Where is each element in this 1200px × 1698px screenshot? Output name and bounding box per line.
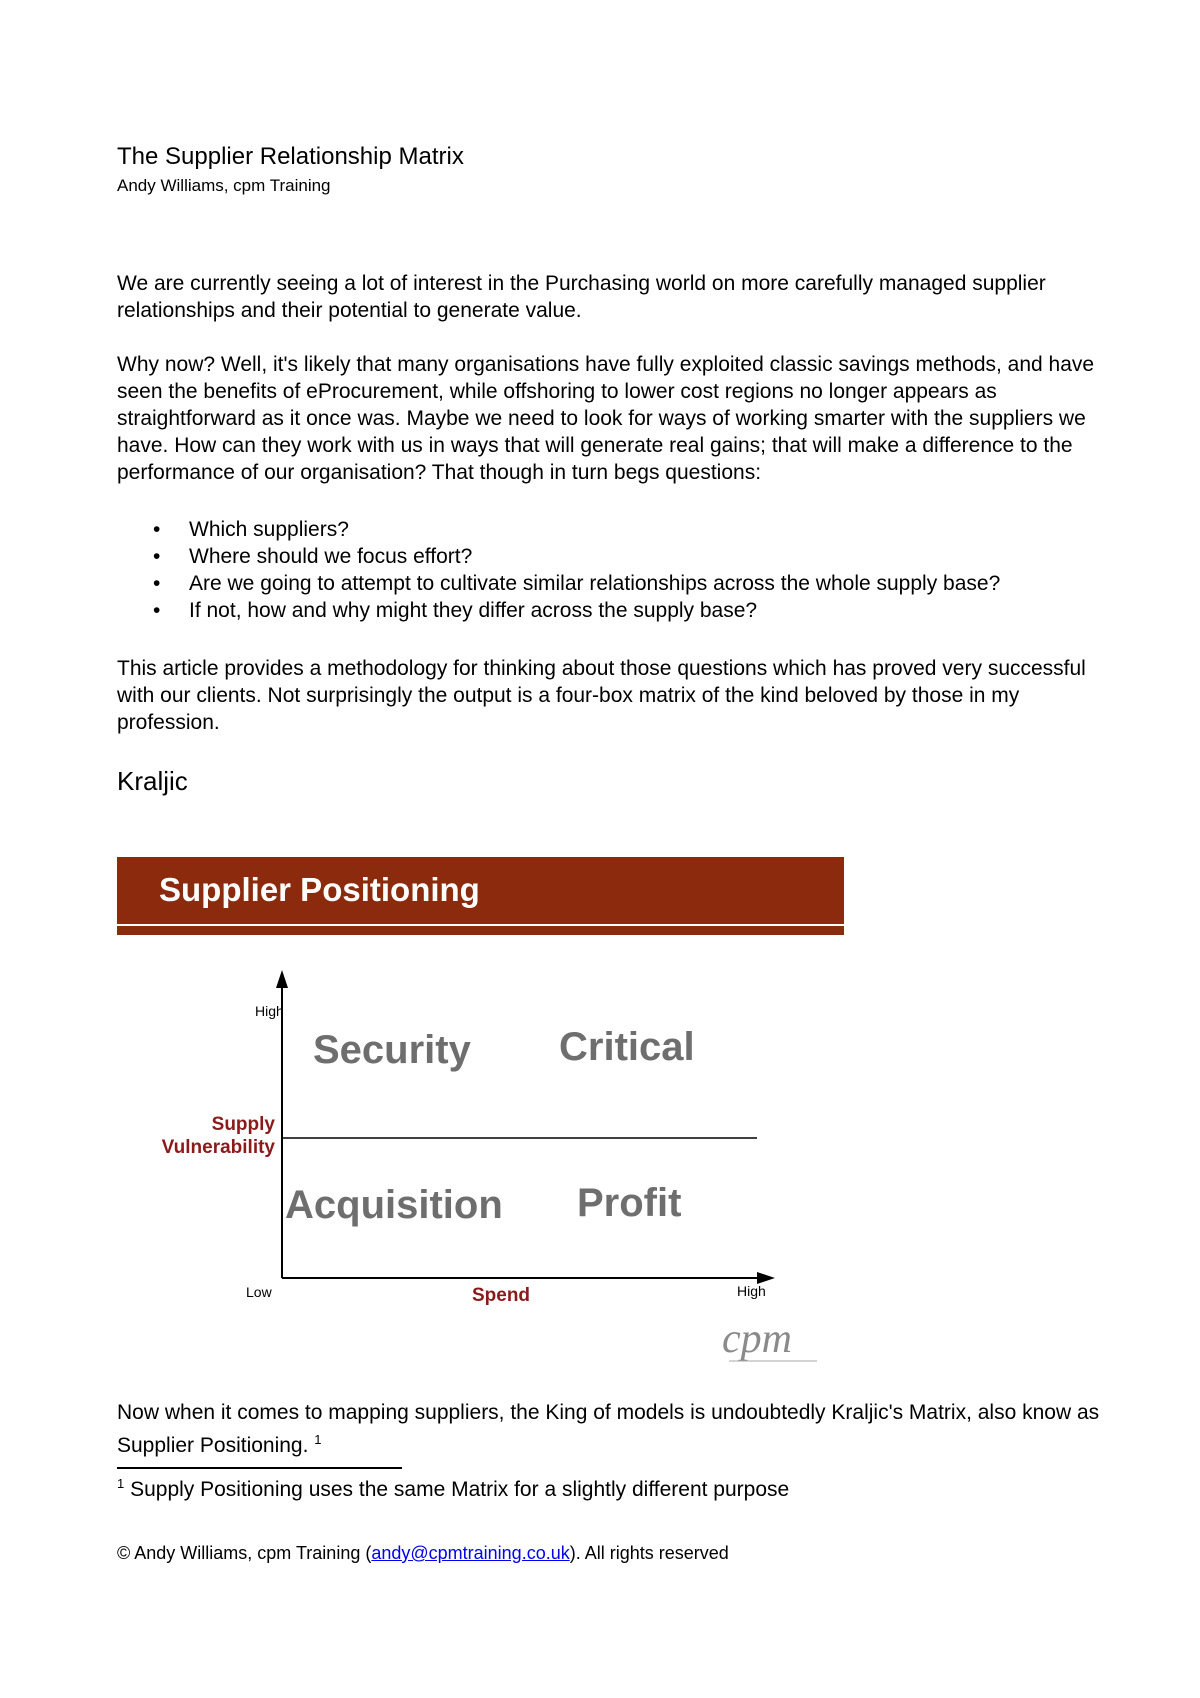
copyright-prefix: © Andy Williams, cpm Training (: [117, 1543, 372, 1563]
supplier-positioning-matrix: [117, 960, 837, 1380]
x-axis-low-label: Low: [246, 1284, 272, 1300]
footnote-reference[interactable]: 1: [314, 1432, 322, 1447]
quadrant-profit: Profit: [577, 1181, 682, 1225]
questions-list: [117, 516, 1107, 624]
list-item: • Are we going to attempt to cultivate similar relationships across the whole supply base?: [117, 570, 1107, 597]
footnote-text: Supply Positioning uses the same Matrix for a slightly different purpose: [130, 1478, 790, 1501]
banner-underline: [117, 927, 844, 930]
why-now-paragraph: Why now? Well, it's likely that many organisations have fully exploited classic savings methods, and have seen the benefits of eProcurement, while offshoring to lower cost regions no longer appears as straightforward as it once was. Maybe we need to look for ways of working smarter with the suppliers we have. How can they work with us in ways that will generate real gains; that will make a difference to the performance of our organisation? That though in turn begs questions:: [117, 353, 1095, 484]
quadrant-critical: Critical: [559, 1025, 695, 1069]
y-axis-high-label: High: [255, 1003, 284, 1019]
footnote: [117, 1476, 789, 1502]
document-title: The Supplier Relationship Matrix: [117, 143, 464, 170]
footnote-number: 1: [117, 1476, 125, 1491]
list-item: • Where should we focus effort?: [117, 543, 1107, 570]
section-heading-kraljic: Kraljic: [117, 766, 188, 796]
list-item: • If not, how and why might they differ across the supply base?: [117, 597, 1107, 624]
footnote-separator: [117, 1467, 402, 1469]
y-axis-label-line2: Vulnerability: [161, 1137, 275, 1158]
quadrant-acquisition: Acquisition: [285, 1183, 503, 1227]
list-item: • Which suppliers?: [117, 516, 1107, 543]
email-link[interactable]: andy@cpmtraining.co.uk: [371, 1543, 570, 1563]
author-byline: Andy Williams, cpm Training: [117, 176, 331, 195]
mapping-text: Now when it comes to mapping suppliers, the King of models is undoubtedly Kraljic's Matrix, also know as Supplier Positioning.: [117, 1401, 1100, 1457]
x-axis-high-label: High: [737, 1283, 766, 1299]
copyright-notice: [117, 1543, 729, 1564]
x-axis-label: Spend: [471, 1285, 531, 1306]
methodology-paragraph: This article provides a methodology for thinking about those questions which has proved very successful with our clients. Not surprisingly the output is a four-box matrix of the kind beloved by those in my profession.: [117, 657, 1086, 734]
copyright-suffix: ). All rights reserved: [569, 1543, 729, 1563]
quadrant-security: Security: [313, 1028, 471, 1072]
banner-divider: [117, 924, 844, 926]
y-axis-arrow-icon: [276, 970, 288, 988]
mapping-paragraph: [117, 1399, 1107, 1459]
y-axis-label-line1: Supply: [211, 1114, 275, 1135]
cpm-logo: cpm: [722, 1316, 792, 1362]
banner-title: Supplier Positioning: [159, 871, 480, 908]
intro-paragraph: We are currently seeing a lot of interest in the Purchasing world on more carefully managed supplier relationships and their potential to generate value.: [117, 272, 1046, 322]
